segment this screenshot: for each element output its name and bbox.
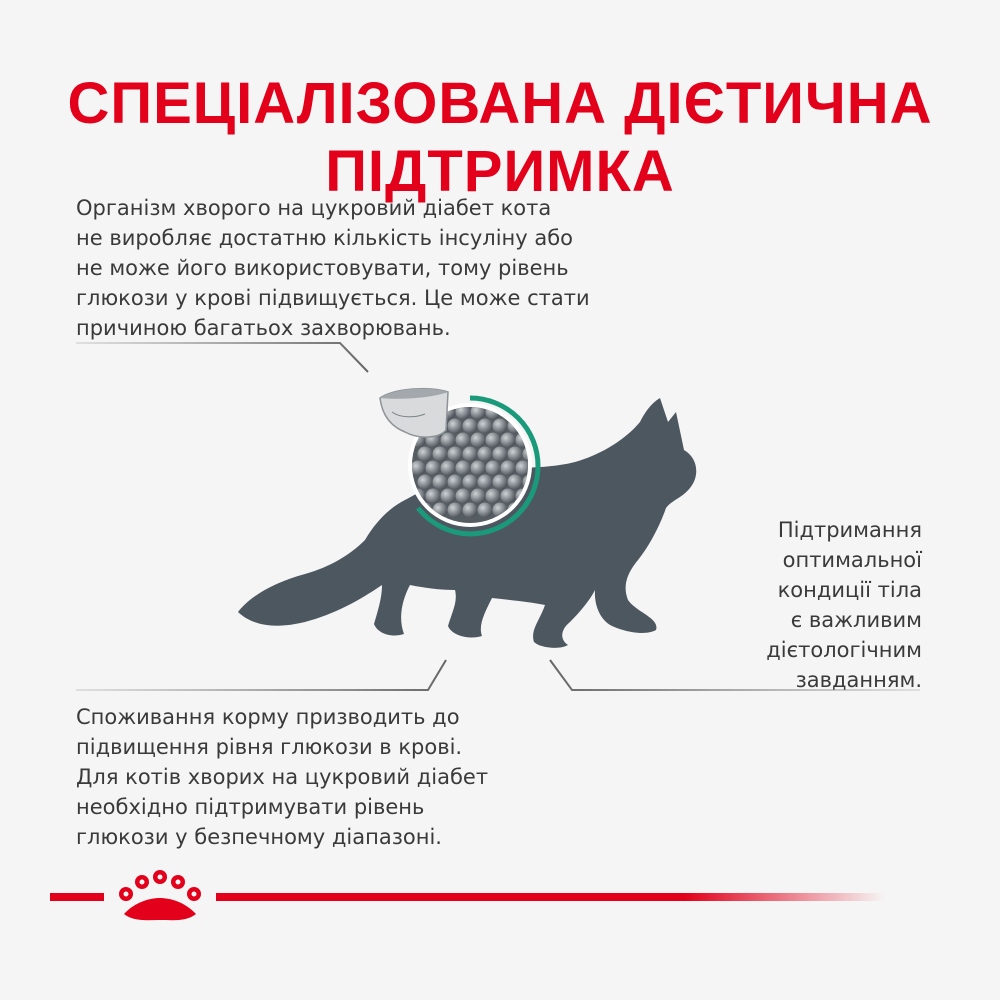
crown-logo-icon [104,865,216,925]
kibble-ball [508,447,523,462]
kibble-ball [486,461,501,476]
kibble-ball [463,419,478,434]
text-right-line: кондиції тіла [777,578,922,602]
text-right-line: дієтологічним [766,638,922,662]
kibble-ball [471,489,486,504]
text-top-line: причиною багатьох захворювань. [76,316,451,340]
text-bottom-line: глюкози у безпечному діапазоні. [76,825,442,849]
kibble-ball [456,433,471,448]
text-right-line: Підтримання [777,518,922,542]
footer-band [50,865,885,925]
kibble-ball [448,503,463,518]
kibble-ball [478,503,493,518]
kibble-ball [471,461,486,476]
kibble-ball [463,447,478,462]
kibble-ball [441,433,456,448]
title-line-2: ПІДТРИМКА [325,139,675,204]
kibble-ball [418,447,433,462]
kibble-ball [493,447,508,462]
kibble-ball [426,489,441,504]
kibble-ball [418,475,433,490]
kibble-ball [433,447,448,462]
text-right-line: оптимальної [782,548,922,572]
kibble-ball [478,447,493,462]
kibble-ball [448,419,463,434]
text-top-line: Організм хворого на цукровий діабет кота [76,196,552,220]
kibble-ball [478,419,493,434]
kibble-ball [478,475,493,490]
kibble-ball [471,433,486,448]
text-top-line: не може його використовувати, тому рівень [76,256,569,280]
kibble-ball [463,475,478,490]
text-top-line: глюкози у крові підвищується. Це може стати [76,286,590,310]
text-right-line: завданням. [795,668,922,692]
connector-right [550,660,920,690]
connector-bottom [76,660,446,690]
text-bottom-line: Споживання корму призводить до [76,705,460,729]
kibble-ball [411,461,426,476]
text-top-line: не виробляє достатню кількість інсуліну або [76,226,574,250]
kibble-ball [501,489,516,504]
kibble-ball [501,461,516,476]
text-bottom-line: необхідно підтримувати рівень [76,795,425,819]
title-line-1: СПЕЦІАЛІЗОВАНА ДІЄТИЧНА [67,71,933,136]
kibble-ball [441,461,456,476]
kibble-ball [486,489,501,504]
footer-line-right [215,893,885,901]
text-bottom-line: Для котів хворих на цукровий діабет [76,765,489,789]
kibble-ball [508,475,523,490]
kibble-ball [448,447,463,462]
kibble-ball [448,475,463,490]
text-bottom-line: підвищення рівня глюкози в крові. [76,735,463,759]
connector-top [76,343,368,372]
kibble-ball [456,461,471,476]
kibble-ball [426,461,441,476]
kibble-ball [493,475,508,490]
kibble-ball [456,489,471,504]
kibble-ball [433,475,448,490]
kibble-ball [486,433,501,448]
kibble-ball [441,489,456,504]
kibble-ball [463,503,478,518]
kibble-ball [493,419,508,434]
text-right-line: є важливим [790,608,922,632]
kibble-ball [501,433,516,448]
